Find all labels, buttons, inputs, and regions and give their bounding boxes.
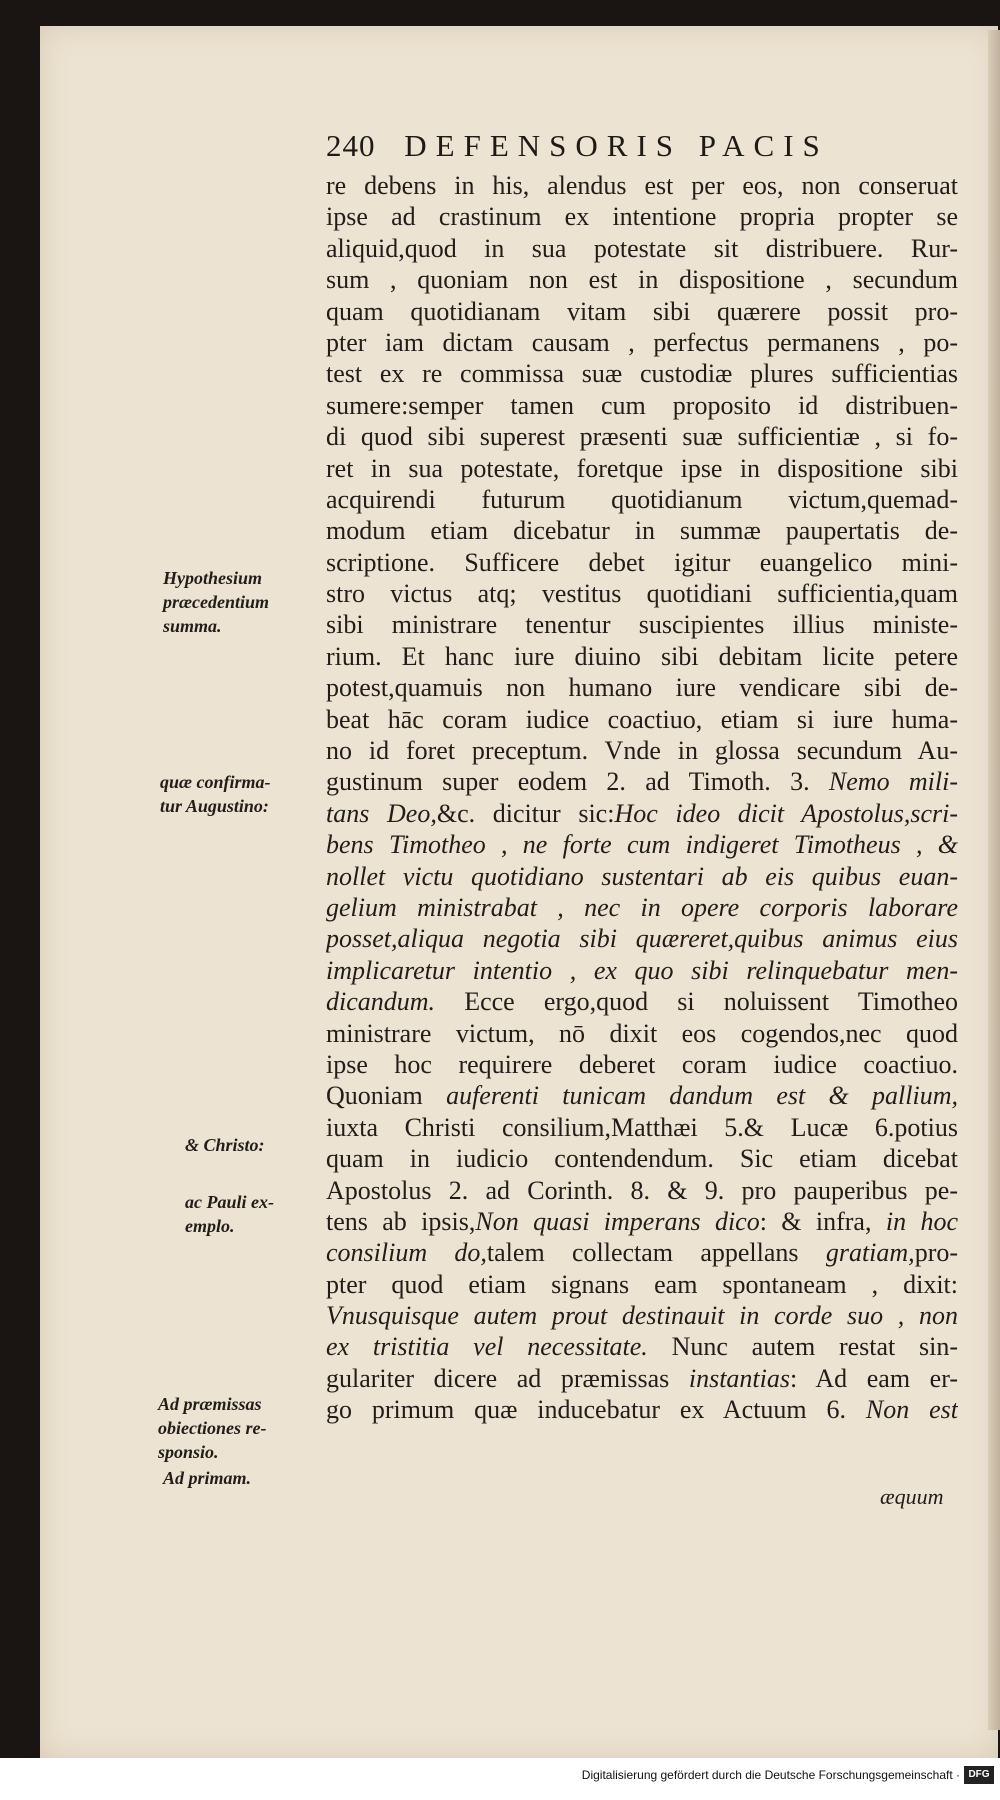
text-line: di quod sibi superest præsenti suæ sufficientiæ , si fo- (326, 422, 958, 452)
text-line: iuxta Christi consilium,Matthæi 5.& Lucæ 6.potius (326, 1112, 958, 1142)
header-title: DEFENSORIS PACIS (404, 128, 829, 163)
text-line: ipse hoc requirere deberet coram iudice coactiuo. (326, 1049, 958, 1079)
text-line: consilium do,talem collectam appellans gratiam,pro- (326, 1238, 958, 1268)
marginal-note-christo: & Christo: (185, 1135, 265, 1155)
text-line: re debens in his, alendus est per eos, non conseruat (326, 171, 958, 200)
text-line: gustinum super eodem 2. ad Timoth. 3. Nemo mili- (326, 767, 958, 797)
running-header (326, 128, 926, 168)
text-line: sum , quoniam non est in dispositione , secundum (326, 265, 958, 295)
text-line: beat hāc coram iudice coactiuo, etiam si iure huma- (326, 704, 958, 734)
text-line: pter iam dictam causam , perfectus permanens , po- (326, 327, 958, 357)
text-line: ipse ad crastinum ex intentione propria propter se (326, 202, 958, 232)
text-line: Quoniam auferenti tunicam dandum est & pallium, (326, 1081, 958, 1111)
text-line: gulariter dicere ad præmissas instantias: Ad eam er- (326, 1363, 958, 1393)
text-line: test ex re commissa suæ custodiæ plures sufficientias (326, 359, 958, 389)
main-text (326, 170, 958, 1426)
text-line: quam quotidianam vitam sibi quærere possit pro- (326, 296, 958, 326)
text-line: ministrare victum, nō dixit eos cogendos,nec quod (326, 1018, 958, 1048)
text-line: pter quod etiam signans eam spontaneam , dixit: (326, 1269, 958, 1299)
marginal-note-augustino: quæ confirma- tur Augustino: (160, 772, 271, 816)
text-line: no id foret preceptum. Vnde in glossa secundum Au- (326, 736, 958, 766)
text-line: stro victus atq; vestitus quotidiani sufficientia,quam (326, 579, 958, 609)
text-line: quam in iudicio contendendum. Sic etiam dicebat (326, 1144, 958, 1174)
text-line: Apostolus 2. ad Corinth. 8. & 9. pro pauperibus pe- (326, 1175, 958, 1205)
text-line: bens Timotheo , ne forte cum indigeret Timotheus , & (326, 830, 958, 860)
text-line: modum etiam dicebatur in summæ paupertatis de- (326, 516, 958, 546)
text-line: ret in sua potestate, foretque ipse in dispositione sibi (326, 453, 958, 483)
text-line: dicandum. Ecce ergo,quod si noluissent Timotheo (326, 987, 958, 1017)
marginal-note-pauli: ac Pauli ex- emplo. (185, 1192, 274, 1236)
text-line: gelium ministrabat , nec in opere corporis laborare (326, 892, 958, 922)
page-edge (988, 30, 1000, 1730)
text-line: implicaretur intentio , ex quo sibi relinquebatur men- (326, 955, 958, 985)
dfg-logo-icon: DFG (964, 1766, 994, 1784)
text-line: posset,aliqua negotia sibi quæreret,quibus animus eius (326, 924, 958, 954)
footer-bar (0, 1758, 1000, 1800)
text-line: tens ab ipsis,Non quasi imperans dico: & infra, in hoc (326, 1206, 958, 1236)
footer-credit: Digitalisierung gefördert durch die Deutsche Forschungsgemeinschaft · (581, 1768, 960, 1782)
text-line: aliquid,quod in sua potestate sit distribuere. Rur- (326, 233, 958, 263)
page-number: 240 (326, 128, 376, 163)
marginal-note-responsio: Ad præmissas obiectiones re- sponsio. (158, 1394, 267, 1462)
text-line: tans Deo,&c. dicitur sic:Hoc ideo dicit Apostolus,scri- (326, 798, 958, 828)
text-line: rium. Et hanc iure diuino sibi debitam licite petere (326, 641, 958, 671)
text-line: sumere:semper tamen cum proposito id distribuen- (326, 390, 958, 420)
text-line: potest,quamuis non humano iure vendicare sibi de- (326, 673, 958, 703)
text-line: scriptione. Sufficere debet igitur euangelico mini- (326, 547, 958, 577)
text-line: Vnusquisque autem prout destinauit in corde suo , non (326, 1301, 958, 1331)
marginal-note-hypothesium: Hypothesium præcedentium summa. (163, 568, 269, 636)
text-line: sibi ministrare tenentur suscipientes illius ministe- (326, 610, 958, 640)
marginal-note-primam: Ad primam. (163, 1468, 252, 1488)
text-line: acquirendi futurum quotidianum victum,quemad- (326, 484, 958, 514)
text-line: ex tristitia vel necessitate. Nunc autem restat sin- (326, 1332, 958, 1362)
catchword: æquum (880, 1484, 944, 1509)
text-line: nollet victu quotidiano sustentari ab eis quibus euan- (326, 861, 958, 891)
text-line: go primum quæ inducebatur ex Actuum 6. Non est (326, 1395, 958, 1425)
